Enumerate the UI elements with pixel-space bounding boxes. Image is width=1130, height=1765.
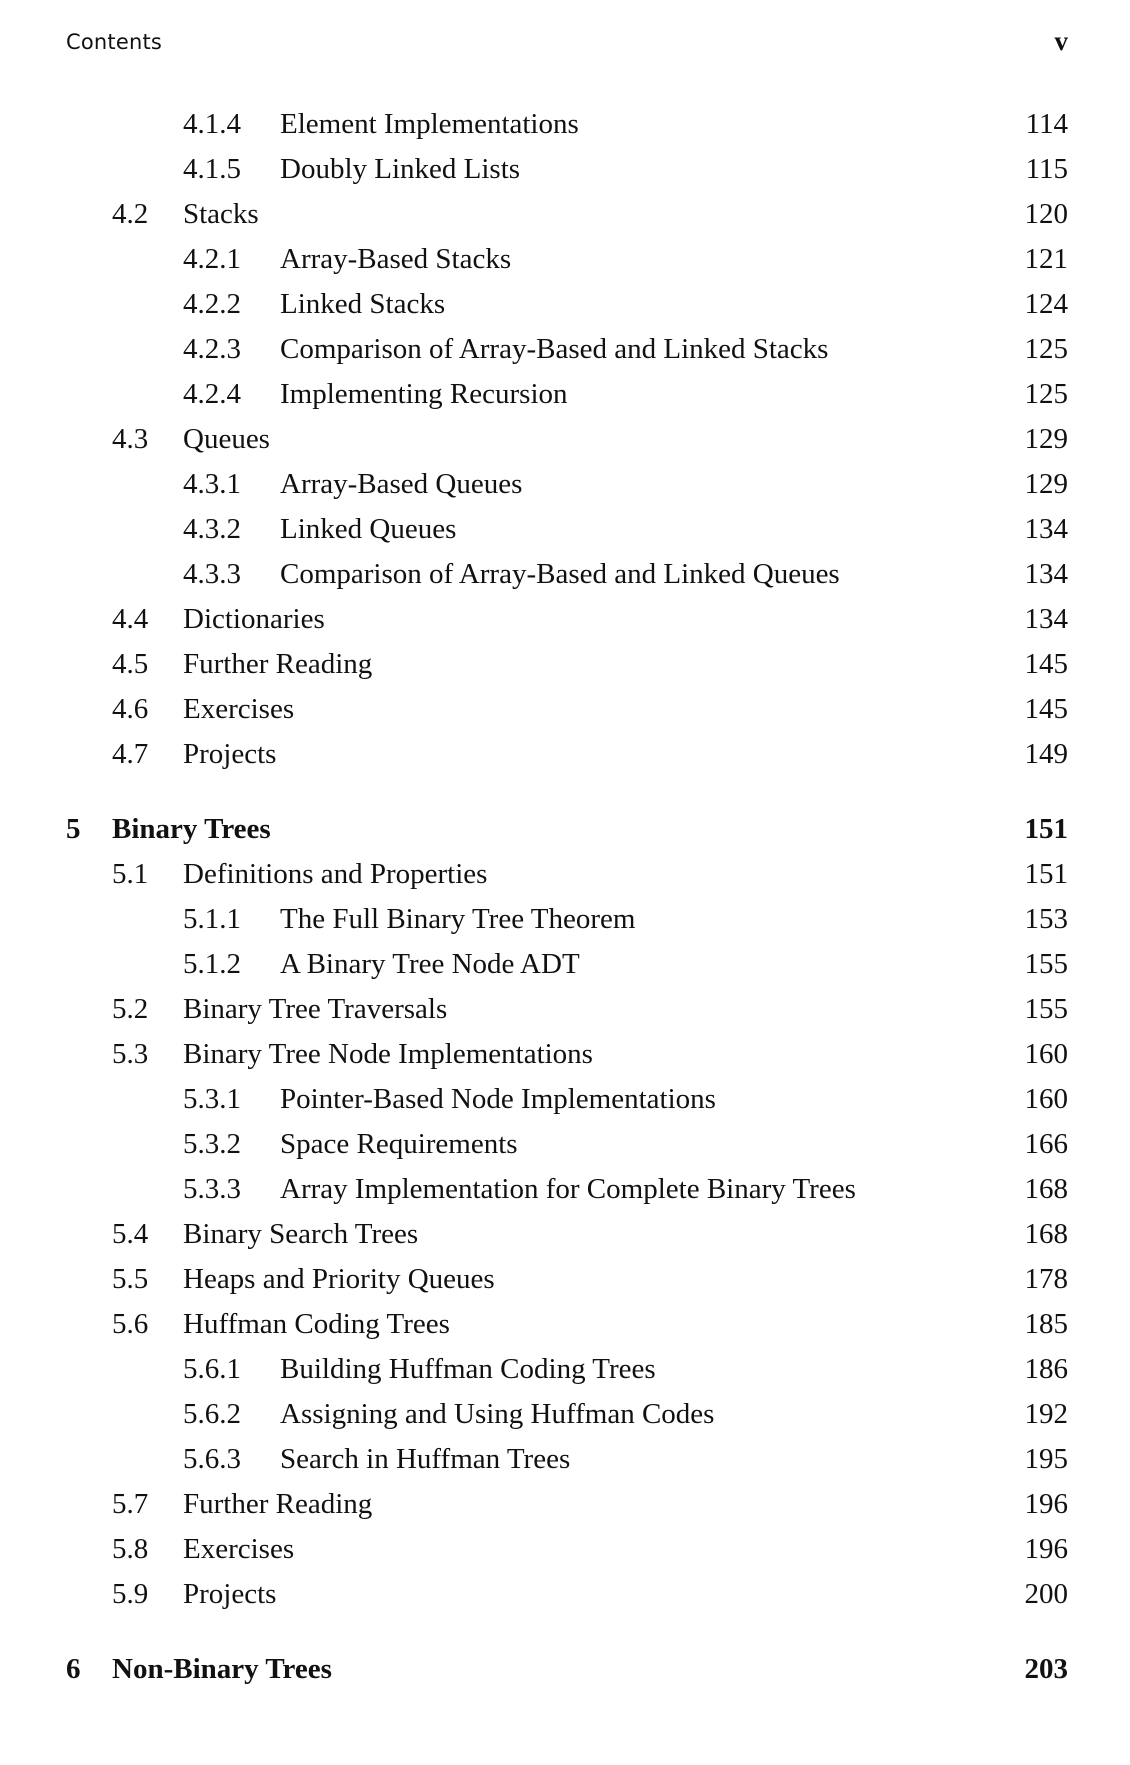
toc-entry-page: 120 bbox=[1024, 198, 1068, 230]
toc-entry[interactable] bbox=[0, 1304, 1130, 1344]
toc-entry[interactable] bbox=[0, 284, 1130, 324]
toc-entry[interactable] bbox=[0, 734, 1130, 774]
toc-entry-number: 5.7 bbox=[112, 1488, 149, 1520]
toc-entry-page: 124 bbox=[1024, 288, 1068, 320]
toc-entry-page: 155 bbox=[1024, 993, 1068, 1025]
toc-entry-page: 134 bbox=[1024, 558, 1068, 590]
toc-entry[interactable] bbox=[0, 239, 1130, 279]
toc-entry[interactable] bbox=[0, 1124, 1130, 1164]
toc-entry[interactable] bbox=[0, 1484, 1130, 1524]
toc-entry-title: Building Huffman Coding Trees bbox=[280, 1353, 656, 1385]
toc-entry-page: 151 bbox=[1024, 858, 1068, 890]
toc-entry-page: 114 bbox=[1025, 108, 1068, 140]
toc-entry-title: Search in Huffman Trees bbox=[280, 1443, 571, 1475]
toc-entry-number: 4.2.3 bbox=[183, 333, 241, 365]
toc-entry[interactable] bbox=[0, 944, 1130, 984]
toc-entry-title: Binary Tree Traversals bbox=[183, 993, 448, 1025]
toc-entry-number: 5.3.3 bbox=[183, 1173, 241, 1205]
toc-entry[interactable] bbox=[0, 599, 1130, 639]
toc-entry-page: 155 bbox=[1024, 948, 1068, 980]
toc-entry[interactable] bbox=[0, 104, 1130, 144]
toc-entry-title: Definitions and Properties bbox=[183, 858, 488, 890]
toc-entry[interactable] bbox=[0, 809, 1130, 849]
toc-entry-number: 5.1.2 bbox=[183, 948, 241, 980]
toc-entry[interactable] bbox=[0, 1439, 1130, 1479]
toc-entry-page: 153 bbox=[1024, 903, 1068, 935]
toc-entry-page: 160 bbox=[1024, 1083, 1068, 1115]
toc-entry-title: Comparison of Array-Based and Linked Stacks bbox=[280, 333, 829, 365]
toc-entry-page: 186 bbox=[1024, 1353, 1068, 1385]
toc-entry[interactable] bbox=[0, 1649, 1130, 1689]
toc-entry[interactable] bbox=[0, 1529, 1130, 1569]
toc-entry-page: 195 bbox=[1024, 1443, 1068, 1475]
toc-entry-page: 121 bbox=[1024, 243, 1068, 275]
toc-entry-number: 5.6.3 bbox=[183, 1443, 241, 1475]
toc-entry[interactable] bbox=[0, 1574, 1130, 1614]
toc-entry-number: 4.5 bbox=[112, 648, 149, 680]
toc-entry-number: 5.3 bbox=[112, 1038, 149, 1070]
toc-entry-page: 166 bbox=[1024, 1128, 1068, 1160]
toc-entry-number: 5.4 bbox=[112, 1218, 149, 1250]
toc-entry-title: Projects bbox=[183, 738, 277, 770]
toc-entry-page: 134 bbox=[1024, 513, 1068, 545]
toc-entry-number: 4.2 bbox=[112, 198, 149, 230]
toc-entry-title: Linked Stacks bbox=[280, 288, 446, 320]
toc-entry-number: 4.7 bbox=[112, 738, 149, 770]
toc-entry-number: 5.3.2 bbox=[183, 1128, 241, 1160]
toc-entry-page: 178 bbox=[1024, 1263, 1068, 1295]
toc-entry-number: 5 bbox=[66, 813, 81, 845]
toc-entry-title: Linked Queues bbox=[280, 513, 457, 545]
toc-entry-title: Projects bbox=[183, 1578, 277, 1610]
toc-entry-number: 5.6.2 bbox=[183, 1398, 241, 1430]
toc-entry-page: 203 bbox=[1024, 1653, 1068, 1685]
toc-entry-title: Exercises bbox=[183, 693, 295, 725]
toc-entry-number: 5.2 bbox=[112, 993, 149, 1025]
toc-entry-page: 196 bbox=[1024, 1488, 1068, 1520]
toc-entry[interactable] bbox=[0, 1349, 1130, 1389]
toc-entry-title: Heaps and Priority Queues bbox=[183, 1263, 495, 1295]
toc-entry-page: 196 bbox=[1024, 1533, 1068, 1565]
toc-entry[interactable] bbox=[0, 899, 1130, 939]
toc-entry-page: 151 bbox=[1024, 813, 1068, 845]
toc-entry[interactable] bbox=[0, 1214, 1130, 1254]
toc-entry-number: 4.2.4 bbox=[183, 378, 241, 410]
toc-entry[interactable] bbox=[0, 1394, 1130, 1434]
toc-entry-number: 5.8 bbox=[112, 1533, 149, 1565]
toc-entry[interactable] bbox=[0, 194, 1130, 234]
toc-entry[interactable] bbox=[0, 644, 1130, 684]
toc-entry-number: 4.4 bbox=[112, 603, 149, 635]
toc-entry-title: Dictionaries bbox=[183, 603, 325, 635]
toc-entry-title: Array-Based Queues bbox=[280, 468, 523, 500]
toc-entry-title: Non-Binary Trees bbox=[112, 1653, 332, 1685]
toc-entry-title: The Full Binary Tree Theorem bbox=[280, 903, 636, 935]
toc-entry-title: Array-Based Stacks bbox=[280, 243, 512, 275]
toc-entry[interactable] bbox=[0, 464, 1130, 504]
toc-entry[interactable] bbox=[0, 419, 1130, 459]
toc-entry-title: Binary Tree Node Implementations bbox=[183, 1038, 593, 1070]
toc-entry-page: 125 bbox=[1024, 378, 1068, 410]
toc-entry-number: 5.1.1 bbox=[183, 903, 241, 935]
toc-entry-title: Queues bbox=[183, 423, 270, 455]
toc-entry-page: 200 bbox=[1024, 1578, 1068, 1610]
toc-entry[interactable] bbox=[0, 509, 1130, 549]
toc-entry-page: 115 bbox=[1025, 153, 1068, 185]
toc-entry-title: Space Requirements bbox=[280, 1128, 518, 1160]
toc-entry[interactable] bbox=[0, 329, 1130, 369]
toc-entry-title: Element Implementations bbox=[280, 108, 579, 140]
toc-entry-page: 145 bbox=[1024, 693, 1068, 725]
toc-entry-number: 5.3.1 bbox=[183, 1083, 241, 1115]
toc-entry[interactable] bbox=[0, 1034, 1130, 1074]
toc-entry-number: 6 bbox=[66, 1653, 81, 1685]
page-number: v bbox=[1054, 26, 1068, 56]
toc-entry-number: 5.9 bbox=[112, 1578, 149, 1610]
toc-entry[interactable] bbox=[0, 1259, 1130, 1299]
toc-entry-title: Implementing Recursion bbox=[280, 378, 568, 410]
toc-entry-number: 5.6.1 bbox=[183, 1353, 241, 1385]
running-title: Contents bbox=[66, 30, 163, 54]
toc-entry-number: 5.1 bbox=[112, 858, 149, 890]
toc-entry[interactable] bbox=[0, 989, 1130, 1029]
toc-entry-number: 4.3 bbox=[112, 423, 149, 455]
toc-entry-page: 192 bbox=[1024, 1398, 1068, 1430]
toc-entry-title: Assigning and Using Huffman Codes bbox=[280, 1398, 715, 1430]
toc-entry-page: 185 bbox=[1024, 1308, 1068, 1340]
toc-entry-title: Huffman Coding Trees bbox=[183, 1308, 450, 1340]
toc-entry-page: 168 bbox=[1024, 1173, 1068, 1205]
toc-entry-page: 160 bbox=[1024, 1038, 1068, 1070]
toc-entry-page: 129 bbox=[1024, 423, 1068, 455]
toc-entry-number: 4.3.1 bbox=[183, 468, 241, 500]
toc-entry[interactable] bbox=[0, 854, 1130, 894]
toc-entry-title: Pointer-Based Node Implementations bbox=[280, 1083, 716, 1115]
toc-entry-page: 149 bbox=[1024, 738, 1068, 770]
toc-entry-title: A Binary Tree Node ADT bbox=[280, 948, 580, 980]
toc-entry-page: 129 bbox=[1024, 468, 1068, 500]
toc-entry[interactable] bbox=[0, 689, 1130, 729]
toc-entry-title: Exercises bbox=[183, 1533, 295, 1565]
toc-entry-number: 4.2.1 bbox=[183, 243, 241, 275]
toc-entry[interactable] bbox=[0, 554, 1130, 594]
toc-entry-title: Array Implementation for Complete Binary Trees bbox=[280, 1173, 856, 1205]
toc-entry-title: Comparison of Array-Based and Linked Queues bbox=[280, 558, 840, 590]
toc-entry-title: Binary Search Trees bbox=[183, 1218, 419, 1250]
toc-entry[interactable] bbox=[0, 1079, 1130, 1119]
toc-entry-number: 4.6 bbox=[112, 693, 149, 725]
toc-entry-page: 125 bbox=[1024, 333, 1068, 365]
toc-entry-page: 168 bbox=[1024, 1218, 1068, 1250]
toc-entry-title: Stacks bbox=[183, 198, 259, 230]
toc-entry-number: 4.1.4 bbox=[183, 108, 241, 140]
toc-entry[interactable] bbox=[0, 1169, 1130, 1209]
toc-entry-number: 5.6 bbox=[112, 1308, 149, 1340]
toc-entry-number: 4.1.5 bbox=[183, 153, 241, 185]
toc-entry-page: 134 bbox=[1024, 603, 1068, 635]
toc-entry-number: 4.2.2 bbox=[183, 288, 241, 320]
toc-entry-number: 4.3.3 bbox=[183, 558, 241, 590]
toc-entry-page: 145 bbox=[1024, 648, 1068, 680]
toc-entry-number: 5.5 bbox=[112, 1263, 149, 1295]
toc-entry-title: Binary Trees bbox=[112, 813, 271, 845]
toc-entry-title: Doubly Linked Lists bbox=[280, 153, 521, 185]
toc-entry-number: 4.3.2 bbox=[183, 513, 241, 545]
toc-entry[interactable] bbox=[0, 149, 1130, 189]
toc-entry-title: Further Reading bbox=[183, 648, 373, 680]
toc-entry-title: Further Reading bbox=[183, 1488, 373, 1520]
toc-entry[interactable] bbox=[0, 374, 1130, 414]
